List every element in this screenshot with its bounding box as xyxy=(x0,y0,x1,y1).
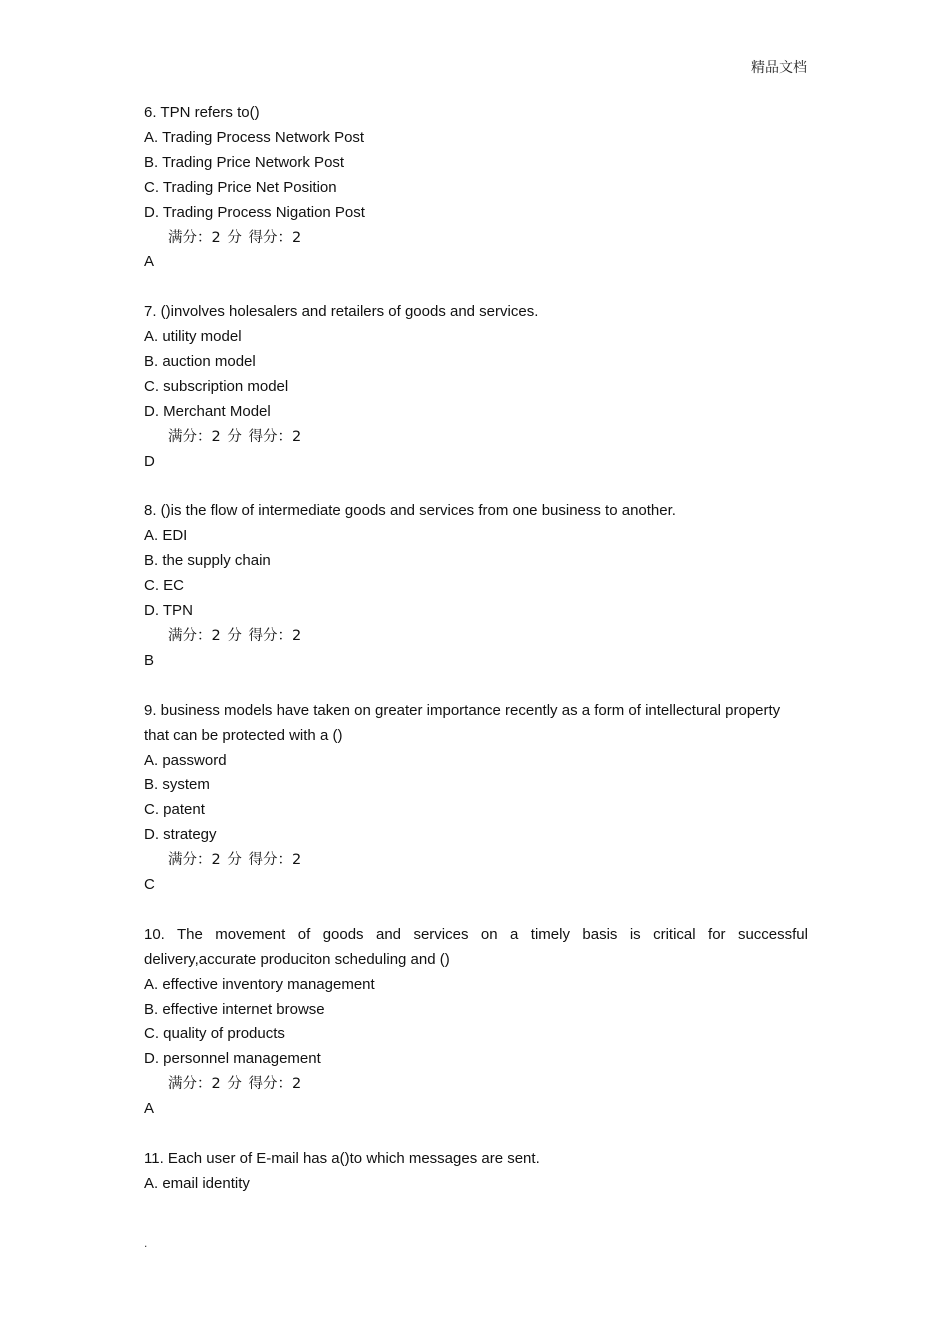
question-6 xyxy=(144,101,808,275)
score-line: 满分：2 分 得分：2 xyxy=(168,1076,302,1093)
answer: D xyxy=(144,452,155,470)
score-line: 满分：2 分 得分：2 xyxy=(168,229,302,246)
option-a: A. password xyxy=(144,751,227,769)
score-line: 满分：2 分 得分：2 xyxy=(168,628,302,644)
page-footer-mark: . xyxy=(144,1236,148,1250)
option-b: B. Trading Price Network Post xyxy=(144,153,345,171)
option-c: C. Trading Price Net Position xyxy=(144,178,337,196)
option-c: C. quality of products xyxy=(144,1025,285,1043)
option-b: B. the supply chain xyxy=(144,552,271,570)
question-stem: 8. ()is the flow of intermediate goods and services from one business to another. xyxy=(144,502,676,520)
answer: C xyxy=(144,876,155,894)
score-line: 满分：2 分 得分：2 xyxy=(168,852,302,869)
question-stem: 11. Each user of E-mail has a()to which messages are sent. xyxy=(144,1149,540,1167)
option-c: C. patent xyxy=(144,801,205,819)
option-d: D. personnel management xyxy=(144,1050,321,1068)
option-b: B. system xyxy=(144,776,210,794)
question-list xyxy=(144,101,808,1197)
option-c: C. subscription model xyxy=(144,377,289,395)
question-stem: 7. ()involves holesalers and retailers of goods and services. xyxy=(144,303,539,321)
option-b: B. auction model xyxy=(144,353,256,371)
question-stem: 10. The movement of goods and services on a timely basis is critical for successful delivery,accurate produciton scheduling and () xyxy=(144,925,808,968)
option-d: D. strategy xyxy=(144,826,217,844)
question-8 xyxy=(144,499,808,673)
option-a: A. EDI xyxy=(144,527,188,545)
option-b: B. effective internet browse xyxy=(144,1000,325,1018)
option-a: A. utility model xyxy=(144,328,242,346)
answer: A xyxy=(144,1100,155,1118)
option-d: D. Merchant Model xyxy=(144,402,271,420)
option-c: C. EC xyxy=(144,577,185,595)
question-stem: 6. TPN refers to() xyxy=(144,104,260,121)
question-9 xyxy=(144,699,808,898)
option-a: A. effective inventory management xyxy=(144,975,375,993)
question-stem: 9. business models have taken on greater importance recently as a form of intellectural property that can be protected with a () xyxy=(144,701,781,744)
question-10 xyxy=(144,923,808,1122)
score-line: 满分：2 分 得分：2 xyxy=(168,428,302,445)
option-d: D. TPN xyxy=(144,602,193,620)
option-a: A. Trading Process Network Post xyxy=(144,128,365,146)
question-7 xyxy=(144,300,808,474)
answer: B xyxy=(144,651,155,669)
answer: A xyxy=(144,253,155,271)
question-11 xyxy=(144,1147,808,1197)
option-a: A. email identity xyxy=(144,1174,250,1192)
page-header: 精品文档 xyxy=(751,60,807,76)
option-d: D. Trading Process Nigation Post xyxy=(144,203,365,221)
